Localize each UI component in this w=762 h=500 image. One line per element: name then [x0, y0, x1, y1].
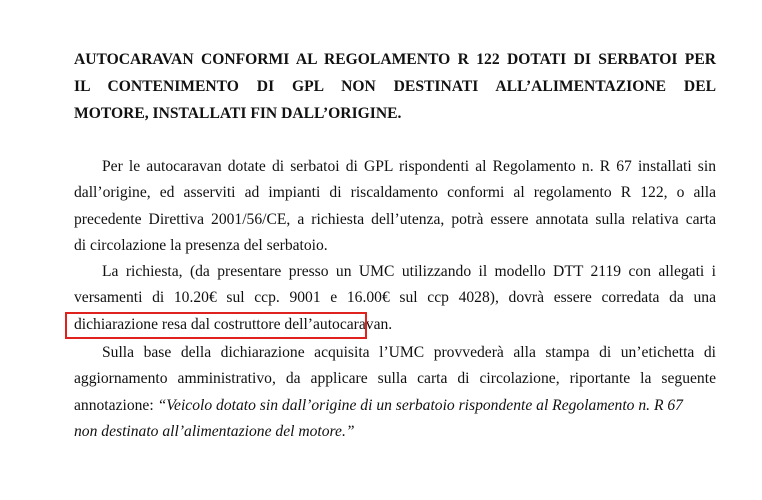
paragraph-1: [74, 154, 716, 259]
paragraph-3: [74, 340, 716, 445]
paragraph-line: La richiesta, (da presentare presso un UMC utilizzando il modello DTT 2119 con allegati i: [102, 263, 716, 280]
highlight-box: [65, 312, 367, 339]
paragraph-line: precedente Direttiva 2001/56/CE, a richiesta dell’utenza, potrà essere annotata sulla relativa carta: [74, 210, 716, 228]
highlighted-line: dichiarazione resa dal costruttore dell’autocaravan.: [74, 315, 393, 333]
annotation-line: [74, 393, 716, 419]
paragraph-line: Per le autocaravan dotate di serbatoi di GPL rispondenti al Regolamento n. R 67 installati sin: [102, 158, 716, 175]
paragraph-line: versamenti di 10.20€ sul ccp. 9001 e 16.00€ sul ccp 4028), dovrà essere corredata da una: [74, 289, 716, 307]
document-title: [74, 46, 716, 127]
title-line-2: IL CONTENIMENTO DI GPL NON DESTINATI ALL’ALIMENTAZIONE DEL: [74, 78, 716, 95]
annotation-quote-continued: non destinato all’alimentazione del motore.”: [74, 422, 355, 440]
title-line-3: MOTORE, INSTALLATI FIN DALL’ORIGINE.: [74, 105, 402, 122]
annotation-label: annotazione:: [74, 396, 158, 414]
annotation-quote: “Veicolo dotato sin dall’origine di un serbatoio rispondente al Regolamento n. R 67: [157, 396, 683, 414]
title-line-1: AUTOCARAVAN CONFORMI AL REGOLAMENTO R 122 DOTATI DI SERBATOI PER: [74, 51, 716, 68]
paragraph-line: di circolazione la presenza del serbatoio.: [74, 236, 328, 254]
paragraph-line: Sulla base della dichiarazione acquisita l’UMC provvederà alla stampa di un’etichetta di: [102, 344, 716, 361]
paragraph-line: dall’origine, ed asserviti ad impianti di riscaldamento conformi al regolamento R 122, o alla: [74, 184, 716, 202]
paragraph-line: aggiornamento amministrativo, da applicare sulla carta di circolazione, riportante la seguente: [74, 370, 716, 388]
